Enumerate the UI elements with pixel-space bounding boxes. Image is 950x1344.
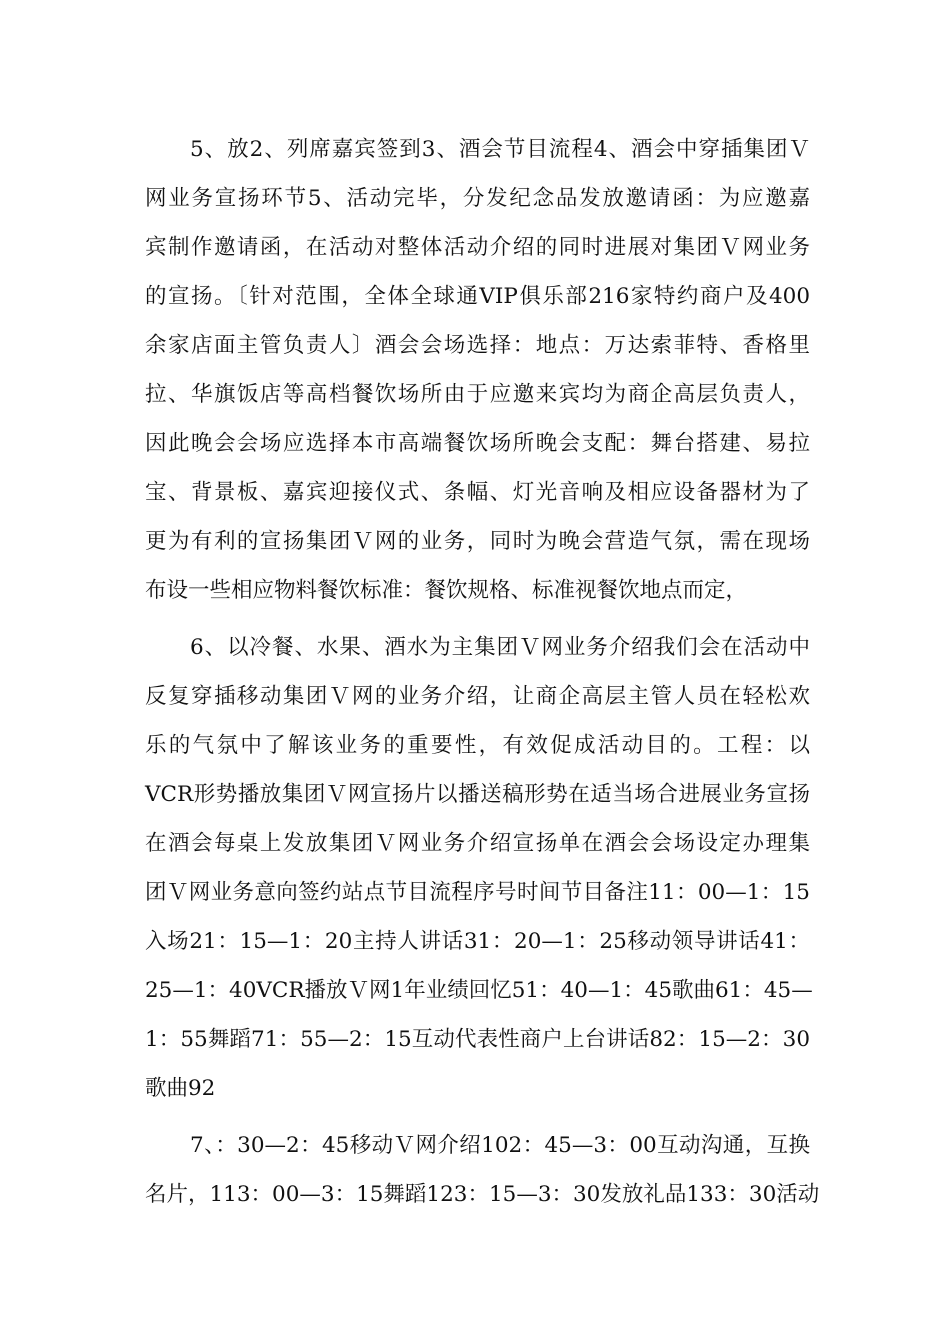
text-line: 6、以冷餐、水果、酒水为主集团Ｖ网业务介绍我们会在活动中 [190, 635, 810, 660]
text-line: 更为有利的宣扬集团Ｖ网的业务，同时为晚会营造气氛，需在现场 [145, 529, 810, 554]
text-line: 反复穿插移动集团Ｖ网的业务介绍，让商企高层主管人员在轻松欢 [145, 684, 810, 709]
text-line: 歌曲92 [145, 1076, 216, 1101]
text-line: 5、放2、列席嘉宾签到3、酒会节目流程4、酒会中穿插集团Ｖ [190, 137, 810, 162]
text-line: 25—1：40VCR播放Ｖ网1年业绩回忆51：40—1：45歌曲61：45— [145, 978, 813, 1003]
text-line: 团Ｖ网业务意向签约站点节目流程序号时间节目备注11：00—1：15 [145, 880, 810, 905]
text-line: 乐的气氛中了解该业务的重要性，有效促成活动目的。工程：以 [145, 733, 810, 758]
text-line: 布设一些相应物料餐饮标准：餐饮规格、标准视餐饮地点而定， [145, 578, 748, 603]
text-line: 名片，113：00—3：15舞蹈123：15—3：30发放礼品133：30活动 [145, 1182, 820, 1207]
text-line: VCR形势播放集团Ｖ网宣扬片以播送稿形势在适当场合进展业务宣扬 [145, 782, 810, 807]
text-line: 的宣扬。〔针对范围，全体全球通VIP俱乐部216家特约商户及400 [145, 284, 810, 309]
text-line: 在酒会每桌上发放集团Ｖ网业务介绍宣扬单在酒会会场设定办理集 [145, 831, 810, 856]
text-line: 余家店面主管负责人〕酒会会场选择：地点：万达索菲特、香格里 [145, 333, 810, 358]
text-line: 入场21：15—1：20主持人讲话31：20—1：25移动领导讲话41： [145, 929, 810, 954]
text-line: 宝、背景板、嘉宾迎接仪式、条幅、灯光音响及相应设备器材为了 [145, 480, 810, 505]
text-line: 1：55舞蹈71：55—2：15互动代表性商户上台讲话82：15—2：30 [145, 1027, 810, 1052]
text-line: 宾制作邀请函，在活动对整体活动介绍的同时进展对集团Ｖ网业务 [145, 235, 810, 260]
text-line: 因此晚会会场应选择本市高端餐饮场所晚会支配：舞台搭建、易拉 [145, 431, 810, 456]
text-line: 7、：30—2：45移动Ｖ网介绍102：45—3：00互动沟通，互换 [190, 1133, 810, 1158]
text-line: 网业务宣扬环节5、活动完毕，分发纪念品发放邀请函：为应邀嘉 [145, 186, 810, 211]
text-line: 拉、华旗饭店等高档餐饮场所由于应邀来宾均为商企高层负责人， [145, 382, 810, 407]
